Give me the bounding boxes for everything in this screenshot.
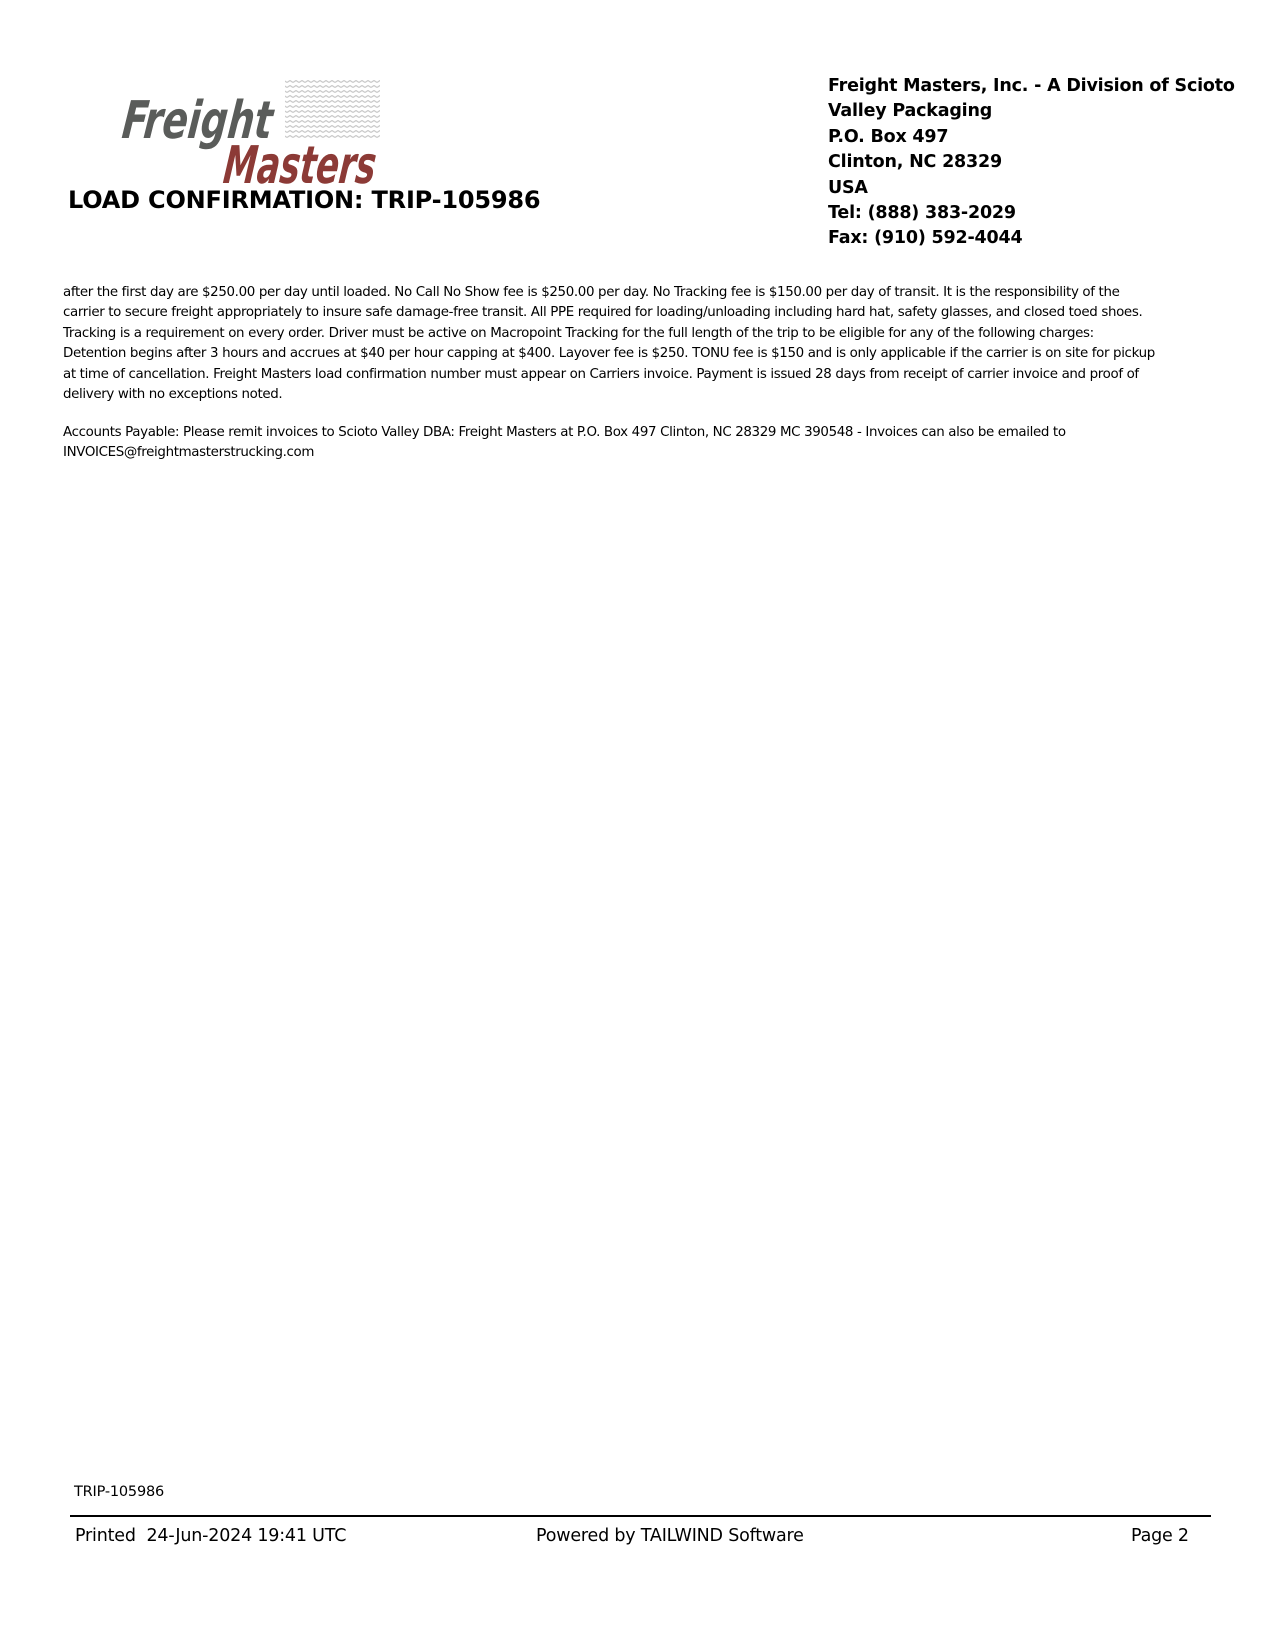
accounts-payable-paragraph	[63, 423, 1213, 464]
document-title: LOAD CONFIRMATION: TRIP-105986	[68, 186, 541, 214]
logo-graphic	[119, 80, 462, 196]
terms-line: delivery with no exceptions noted.	[63, 387, 283, 403]
payable-line: Accounts Payable: Please remit invoices to Scioto Valley DBA: Freight Masters at P.O. Box 497 Clinton, NC 28329 MC 390548 - Invoices can also be emailed to	[63, 425, 1066, 440]
company-address	[828, 74, 1235, 252]
terms-line: Detention begins after 3 hours and accrues at $40 per hour capping at $400. Layover fee is $250. TONU fee is $150 and is only applicable if the carrier is on site for pickup	[63, 346, 1155, 362]
logo-word-masters: Masters	[220, 136, 462, 196]
footer-page-number: Page 2	[1131, 1526, 1189, 1546]
terms-paragraph	[63, 283, 1213, 405]
terms-line: after the first day are $250.00 per day until loaded. No Call No Show fee is $250.00 per day. No Tracking fee is $150.00 per day of transit. It is the responsibility of the	[63, 285, 1120, 300]
footer-powered-by: Powered by TAILWIND Software	[536, 1526, 804, 1546]
company-fax: Fax: (910) 592-4044	[828, 228, 1023, 249]
company-name-line1: Freight Masters, Inc. - A Division of Scioto	[828, 76, 1235, 96]
company-name-line2: Valley Packaging	[828, 101, 993, 122]
terms-line: carrier to secure freight appropriately to insure safe damage-free transit. All PPE required for loading/unloading including hard hat, safety glasses, and closed toed shoes.	[63, 305, 1143, 321]
footer-divider	[70, 1515, 1211, 1517]
company-po-box: P.O. Box 497	[828, 126, 949, 147]
company-phone: Tel: (888) 383-2029	[828, 203, 1016, 224]
payable-email: INVOICES@freightmasterstrucking.com	[63, 445, 315, 461]
tread-texture	[285, 80, 380, 140]
company-country: USA	[828, 177, 868, 198]
logo-word-freight: Freight	[119, 91, 334, 151]
company-city: Clinton, NC 28329	[828, 152, 1002, 173]
terms-line: at time of cancellation. Freight Masters load confirmation number must appear on Carriers invoice. Payment is issued 28 days from receipt of carrier invoice and proof of	[63, 366, 1139, 382]
company-logo	[119, 80, 462, 196]
footer-trip-number: TRIP-105986	[74, 1484, 165, 1500]
terms-line: Tracking is a requirement on every order. Driver must be active on Macropoint Tracking for the full length of the trip to be eligible for any of the following charges:	[63, 325, 1094, 341]
footer-printed-timestamp: Printed 24-Jun-2024 19:41 UTC	[75, 1526, 347, 1546]
